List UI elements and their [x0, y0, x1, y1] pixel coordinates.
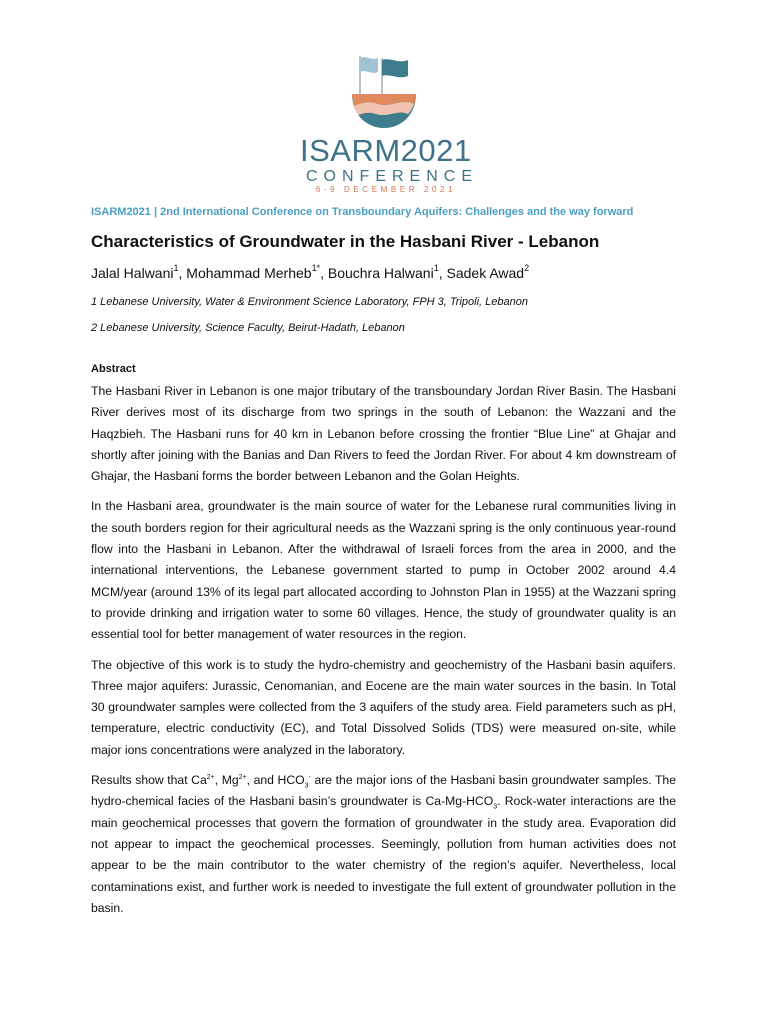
text-run: , and HCO: [246, 773, 305, 788]
author-affiliation-mark: 2: [524, 263, 530, 273]
text-run: . Rock-water interactions are the main geochemical processes that govern the formation of groundwater in the study area. Evaporation did not appear to impact the geochemical processes. Seemingly, pollution from human activities does not appear to be the main contributor to the water chemistry of the region’s aquifer. Nevertheless, local contaminations exist, and further work is needed to investigate the full extent of groundwater pollution in the basin.: [91, 794, 676, 915]
author-name: Mohammad Merheb: [186, 265, 312, 281]
text-run: are the major ions of the Hasbani basin groundwater samples. The hydro-chemical facies of the Hasbani basin’s groundwater is Ca-Mg-HCO: [91, 773, 676, 809]
formula-subscript: 3: [493, 803, 498, 811]
logo-date: 6-9 DECEMBER 2021: [315, 185, 457, 194]
conference-logo: [300, 52, 479, 194]
author-affiliation-mark: 1: [173, 263, 179, 273]
author-name: Bouchra Halwani: [327, 265, 434, 281]
charge-superscript: 2+: [238, 773, 247, 781]
formula-subscript: 3: [304, 782, 309, 790]
conference-line: ISARM2021 | 2nd International Conference on Transboundary Aquifers: Challenges and the way forward: [91, 206, 634, 218]
text-run: , Mg: [214, 773, 239, 788]
author-affiliation-mark: 1*: [311, 263, 321, 273]
charge-superscript: 2+: [206, 773, 215, 781]
affiliation-1: 1 Lebanese University, Water & Environment Science Laboratory, FPH 3, Tripoli, Lebanon: [91, 296, 528, 308]
charge-superscript: -: [308, 773, 311, 781]
logo-subtitle: CONFERENCE: [306, 168, 479, 185]
author-affiliation-mark: 1: [433, 263, 439, 273]
abstract-paragraph-1: The Hasbani River in Lebanon is one major tributary of the transboundary Jordan River Basin. The Hasbani River derives most of its discharge from two springs in the south of Lebanon: the Wazzani and the Haqzbieh. The Hasbani runs for 40 km in Lebanon before crossing the frontier “Blue Line” at Ghajar and shortly after joining with the Banias and Dan Rivers to feed the Jordan River. For about 4 km downstream of Ghajar, the Hasbani forms the border between Lebanon and the Golan Heights.: [91, 384, 676, 484]
abstract-heading: Abstract: [91, 363, 136, 375]
abstract-paragraph-4: [91, 770, 676, 919]
text-run: Results show that Ca: [91, 773, 207, 788]
logo-emblem-icon: [346, 52, 422, 132]
author-name: Sadek Awad: [446, 265, 525, 281]
paper-title: Characteristics of Groundwater in the Hasbani River - Lebanon: [91, 232, 600, 251]
abstract-body: [91, 381, 676, 928]
author-list: Jalal Halwani$^1$, Mohammad Merheb$^{1*}$, Bouchra Halwani$^1$, Sadek Awad$^2$: [91, 263, 530, 281]
abstract-paragraph-3: The objective of this work is to study the hydro-chemistry and geochemistry of the Hasbani basin aquifers. Three major aquifers: Jurassic, Cenomanian, and Eocene are the main water sources in the basin. In Total 30 groundwater samples were collected from the 3 aquifers of the study area. Field parameters such as pH, temperature, electric conductivity (EC), and Total Dissolved Solids (TDS) were measured on-site, while major ions concentrations were analyzed in the laboratory.: [91, 657, 676, 757]
affiliation-2: 2 Lebanese University, Science Faculty, Beirut-Hadath, Lebanon: [91, 322, 405, 334]
author-name: Jalal Halwani: [91, 265, 174, 281]
abstract-paragraph-2: In the Hasbani area, groundwater is the main source of water for the Lebanese rural communities living in the south borders region for their agricultural needs as the Wazzani spring is the only continuous year-round flow into the Hasbani in Lebanon. After the withdrawal of Israeli forces from the area in 2000, and the international interventions, the Lebanese government started to pump in October 2002 around 4.4 MCM/year (around 13% of its legal part allocated according to Johnston Plan in 1955) at the Wazzani spring to provide drinking and irrigation water to some 60 villages. Hence, the study of groundwater quality is an essential tool for better management of water resources in the region.: [91, 499, 676, 642]
logo-title: ISARM2021: [300, 133, 472, 168]
